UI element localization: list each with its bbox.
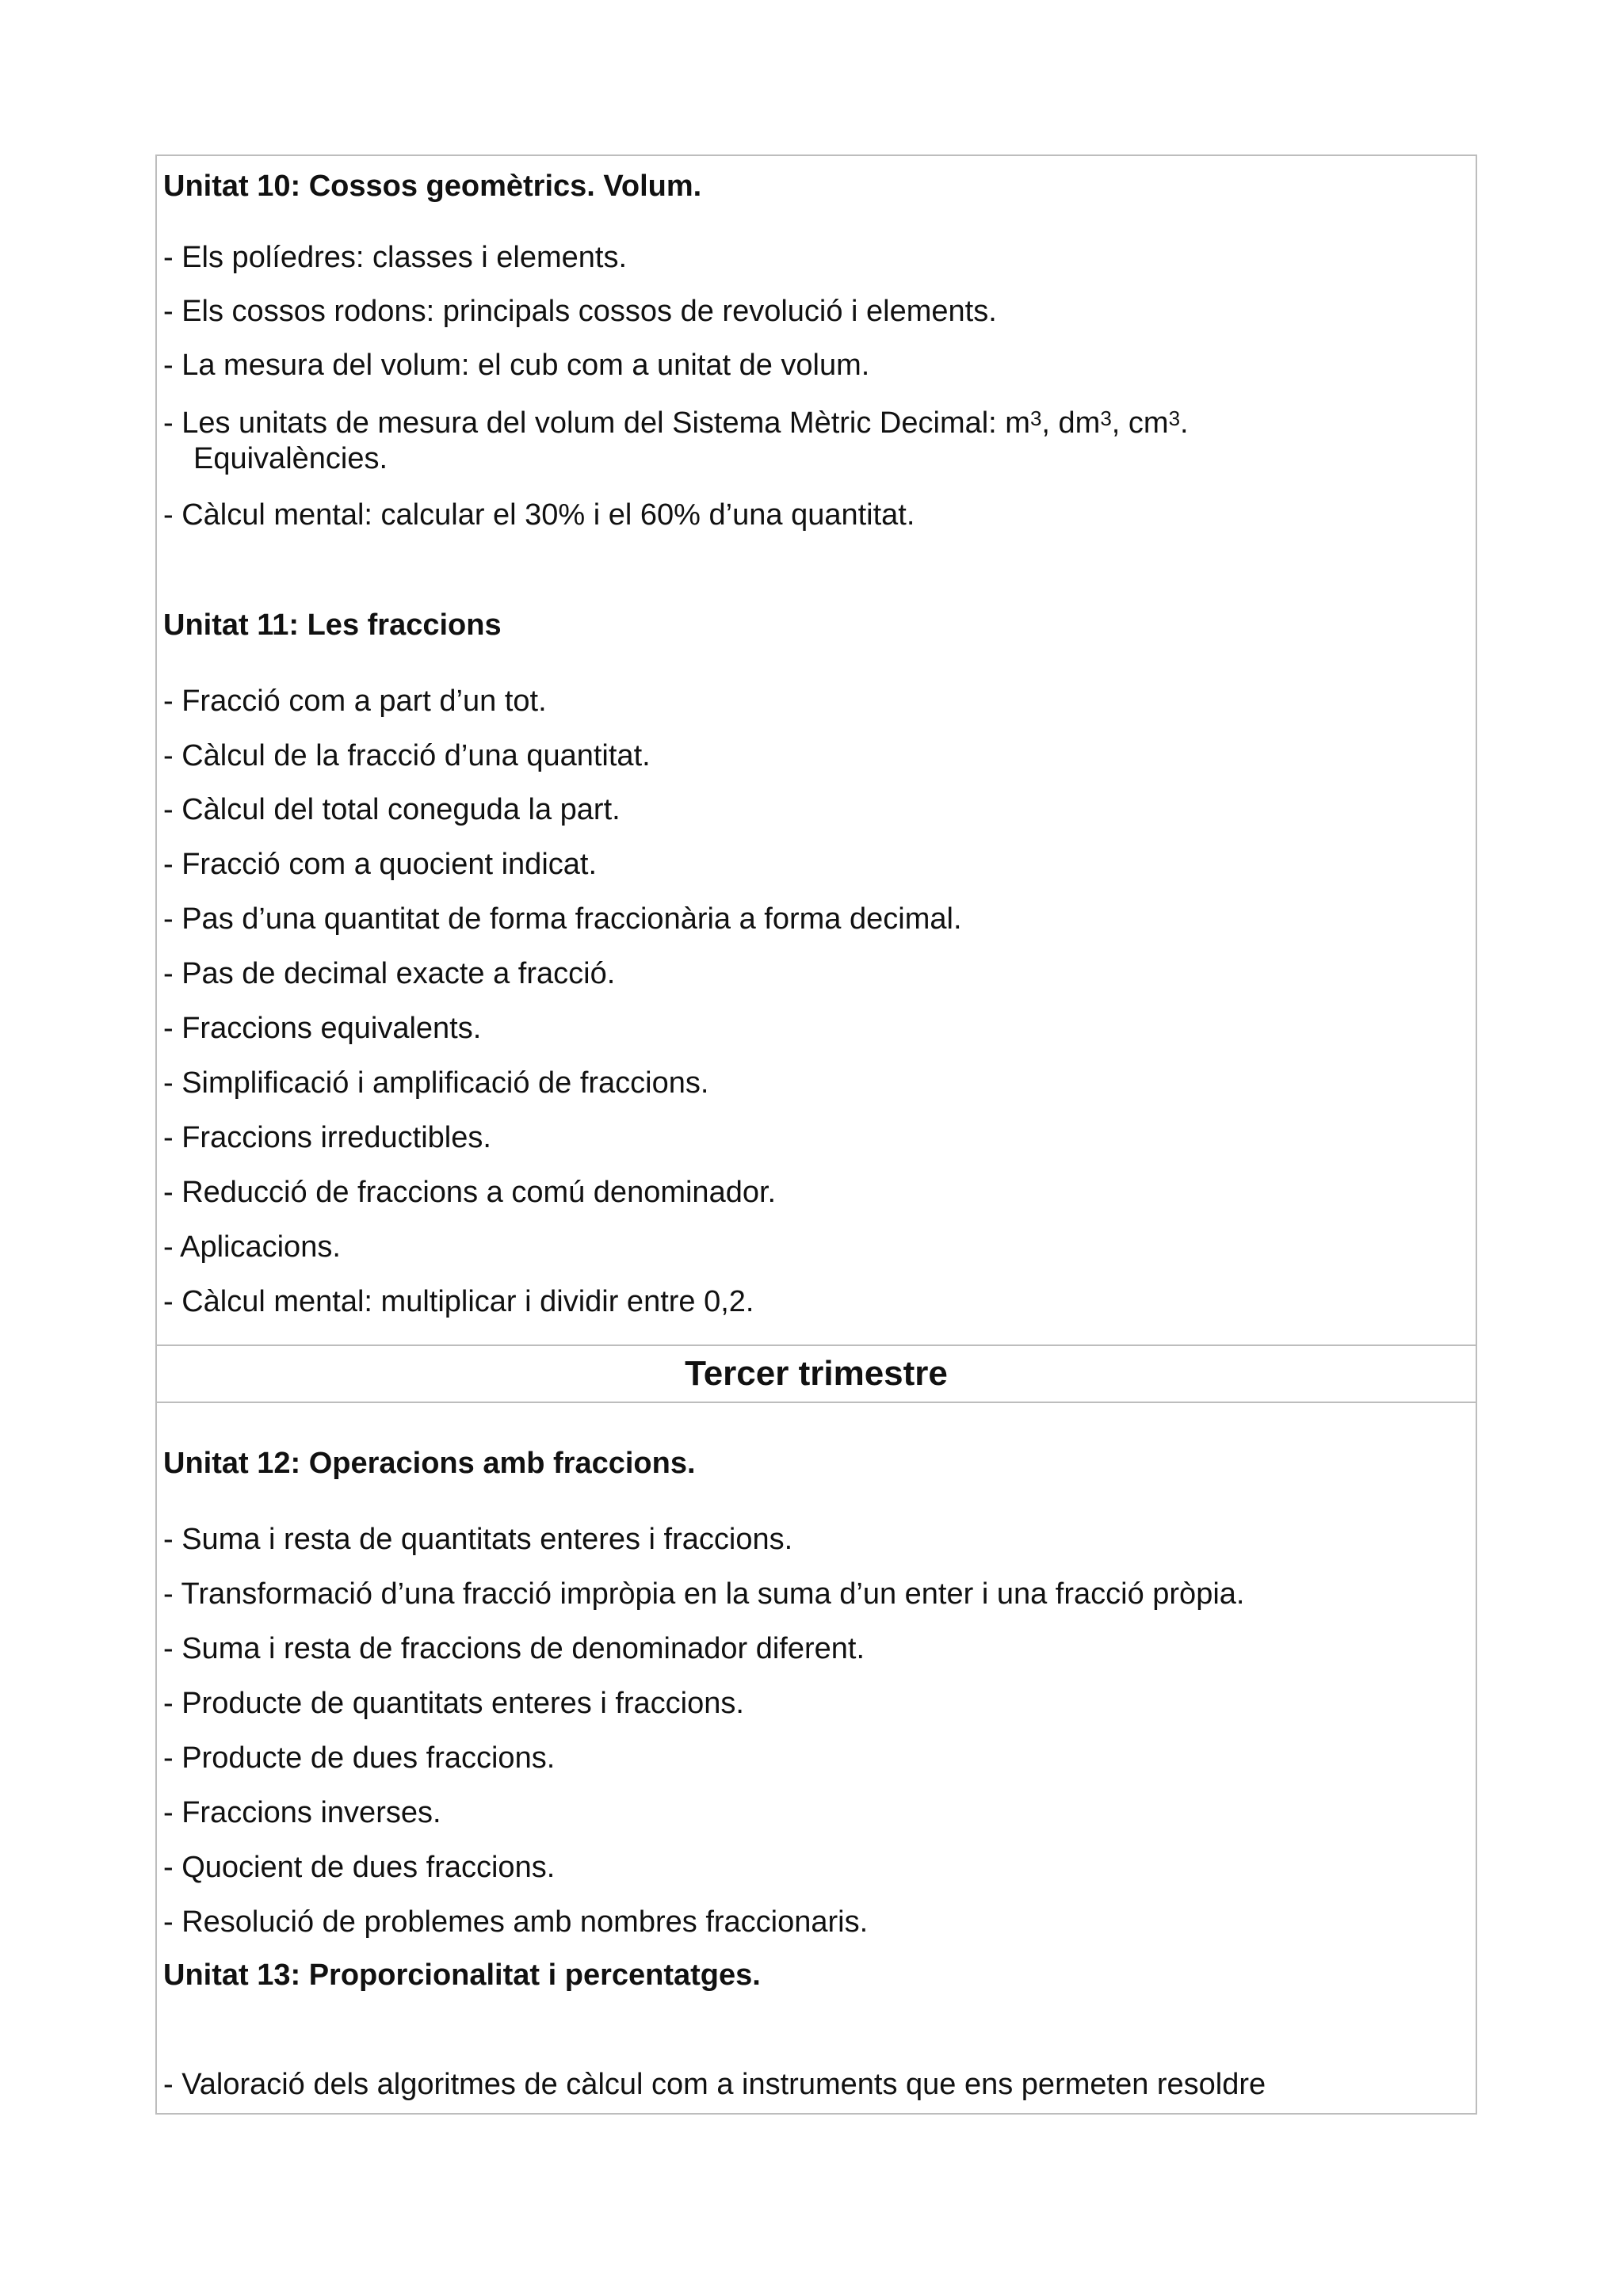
unit-11-title: Unitat 11: Les fraccions (163, 608, 502, 642)
section-heading-cell (157, 1344, 1476, 1403)
list-item: - Càlcul de la fracció d’una quantitat. (163, 739, 651, 772)
list-item: - Producte de quantitats enteres i fraccions. (163, 1687, 744, 1720)
list-item-continuation: Equivalències. (193, 442, 388, 475)
list-item: - Resolució de problemes amb nombres fraccionaris. (163, 1905, 869, 1939)
list-item: - Valoració dels algoritmes de càlcul com a instruments que ens permeten resoldre (163, 2068, 1266, 2101)
list-item: - Fraccions inverses. (163, 1796, 441, 1829)
list-item: - Reducció de fraccions a comú denominador. (163, 1176, 777, 1209)
list-item: - Fraccions equivalents. (163, 1012, 482, 1045)
list-item: - Pas de decimal exacte a fracció. (163, 957, 616, 990)
second-term-units-cell (157, 156, 1476, 1344)
unit-12-title: Unitat 12: Operacions amb fraccions. (163, 1447, 696, 1480)
list-item: - Producte de dues fraccions. (163, 1741, 556, 1775)
list-item-volume-units: - Les unitats de mesura del volum del Sistema Mètric Decimal: $m^3$, $dm^3$, $cm^3$. (163, 406, 1189, 440)
list-item: - Fraccions irreductibles. (163, 1121, 491, 1154)
list-item: - Pas d’una quantitat de forma fraccionària a forma decimal. (163, 902, 962, 936)
list-item: - Càlcul mental: multiplicar i dividir entre 0,2. (163, 1285, 754, 1318)
list-item: - Càlcul del total coneguda la part. (163, 793, 621, 826)
section-heading: Tercer trimestre (685, 1354, 948, 1393)
unit-13-title: Unitat 13: Proporcionalitat i percentatges. (163, 1958, 761, 1992)
list-item: - Els cossos rodons: principals cossos de revolució i elements. (163, 295, 997, 328)
syllabus-table (155, 154, 1477, 2115)
third-term-units-cell (157, 1403, 1476, 2113)
list-item: - Els políedres: classes i elements. (163, 241, 628, 274)
list-item: - Suma i resta de fraccions de denominador diferent. (163, 1632, 865, 1665)
list-item: - Suma i resta de quantitats enteres i fraccions. (163, 1523, 793, 1556)
list-item: - Simplificació i amplificació de fraccions. (163, 1066, 709, 1100)
list-item: - Transformació d’una fracció impròpia en la suma d’un enter i una fracció pròpia. (163, 1577, 1245, 1611)
list-item: - Càlcul mental: calcular el 30% i el 60% d’una quantitat. (163, 498, 915, 532)
list-item: - La mesura del volum: el cub com a unitat de volum. (163, 349, 870, 382)
unit-10-title: Unitat 10: Cossos geomètrics. Volum. (163, 170, 702, 203)
list-item: - Aplicacions. (163, 1230, 341, 1264)
list-item: - Quocient de dues fraccions. (163, 1851, 556, 1884)
list-item: - Fracció com a quocient indicat. (163, 848, 598, 881)
list-item: - Fracció com a part d’un tot. (163, 685, 547, 718)
